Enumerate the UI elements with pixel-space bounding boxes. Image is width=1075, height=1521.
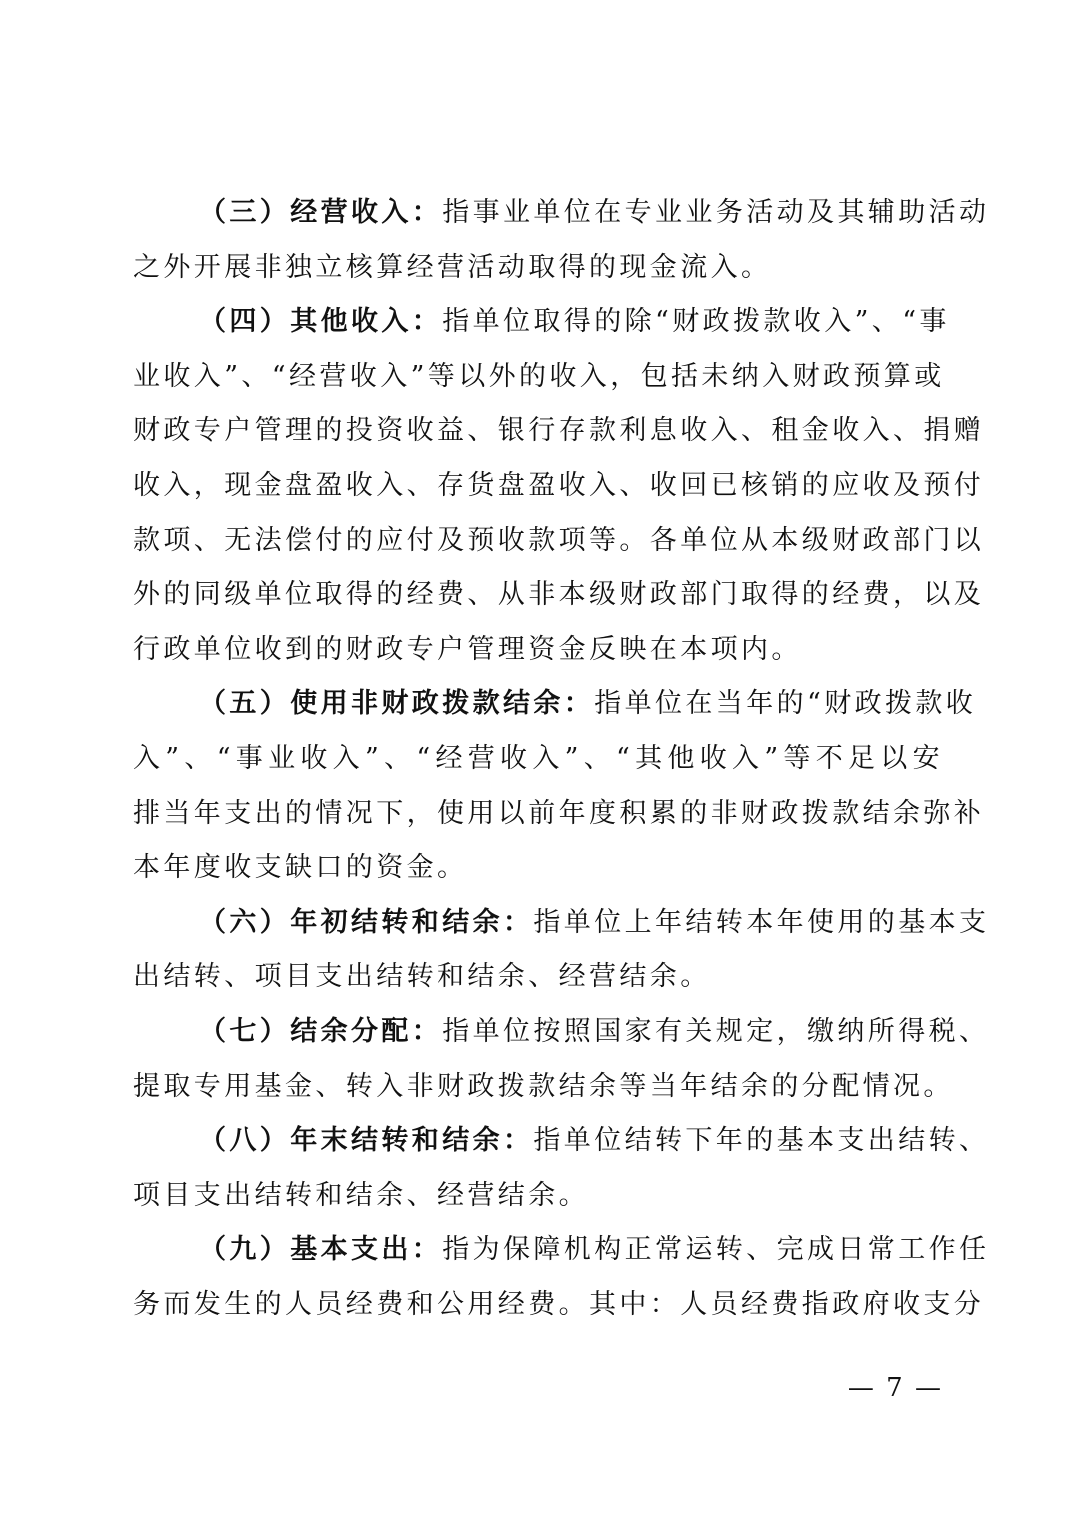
body-text: [133, 186, 990, 1332]
paragraph-line: 收入，现金盘盈收入、存货盘盈收入、收回已核销的应收及预付: [133, 469, 985, 501]
paragraph-line: 之外开展非独立核算经营活动取得的现金流入。: [133, 251, 772, 283]
paragraph-line: [133, 1005, 990, 1060]
paragraph-line: [133, 1223, 990, 1278]
page-number: — 7 —: [847, 1373, 943, 1403]
paragraph-line: 项目支出结转和结余、经营结余。: [133, 1179, 589, 1211]
paragraph-line: 业收入”、“经营收入”等以外的收入，包括未纳入财政预算或: [133, 360, 945, 392]
paragraph-text: 指单位结转下年的基本支出结转、: [533, 1125, 990, 1157]
paragraph-term: （八）年末结转和结余：: [199, 1125, 534, 1157]
paragraph-text: 指单位取得的除“财政拨款收入”、“事: [442, 306, 950, 338]
paragraph-text: 指为保障机构正常运转、完成日常工作任: [442, 1234, 990, 1266]
paragraph-text: 指单位在当年的“财政拨款收: [594, 688, 977, 720]
paragraph-text: 指单位上年结转本年使用的基本支: [533, 906, 990, 938]
paragraph-term: （四）其他收入：: [199, 306, 443, 338]
paragraph-line: 排当年支出的情况下，使用以前年度积累的非财政拨款结余弥补: [133, 797, 985, 829]
paragraph-line: 务而发生的人员经费和公用经费。其中：人员经费指政府收支分: [133, 1288, 985, 1320]
paragraph-line: [133, 186, 990, 241]
paragraph-line: 款项、无法偿付的应付及预收款项等。各单位从本级财政部门以: [133, 524, 985, 556]
paragraph-term: （三）经营收入：: [199, 197, 443, 228]
paragraph-term: （五）使用非财政拨款结余：: [199, 688, 595, 720]
paragraph-text: 指事业单位在专业业务活动及其辅助活动: [442, 197, 990, 228]
paragraph-line: [133, 1114, 990, 1169]
paragraph-line: [133, 295, 950, 350]
paragraph-line: [133, 896, 990, 951]
paragraph-term: （九）基本支出：: [199, 1234, 443, 1266]
paragraph-term: （六）年初结转和结余：: [199, 906, 534, 938]
paragraph-line: 外的同级单位取得的经费、从非本级财政部门取得的经费，以及: [133, 579, 985, 611]
paragraph-term: （七）结余分配：: [199, 1015, 443, 1047]
paragraph-line: 本年度收支缺口的资金。: [133, 852, 468, 884]
paragraph-line: 出结转、项目支出结转和结余、经营结余。: [133, 961, 711, 993]
paragraph-line: 入”、“事业收入”、“经营收入”、“其他收入”等不足以安: [133, 742, 943, 774]
paragraph-line: 财政专户管理的投资收益、银行存款利息收入、租金收入、捐赠: [133, 415, 985, 447]
paragraph-line: 提取专用基金、转入非财政拨款结余等当年结余的分配情况。: [133, 1070, 954, 1102]
paragraph-text: 指单位按照国家有关规定，缴纳所得税、: [442, 1015, 990, 1047]
paragraph-line: 行政单位收到的财政专户管理资金反映在本项内。: [133, 633, 802, 665]
paragraph-line: [133, 677, 977, 732]
